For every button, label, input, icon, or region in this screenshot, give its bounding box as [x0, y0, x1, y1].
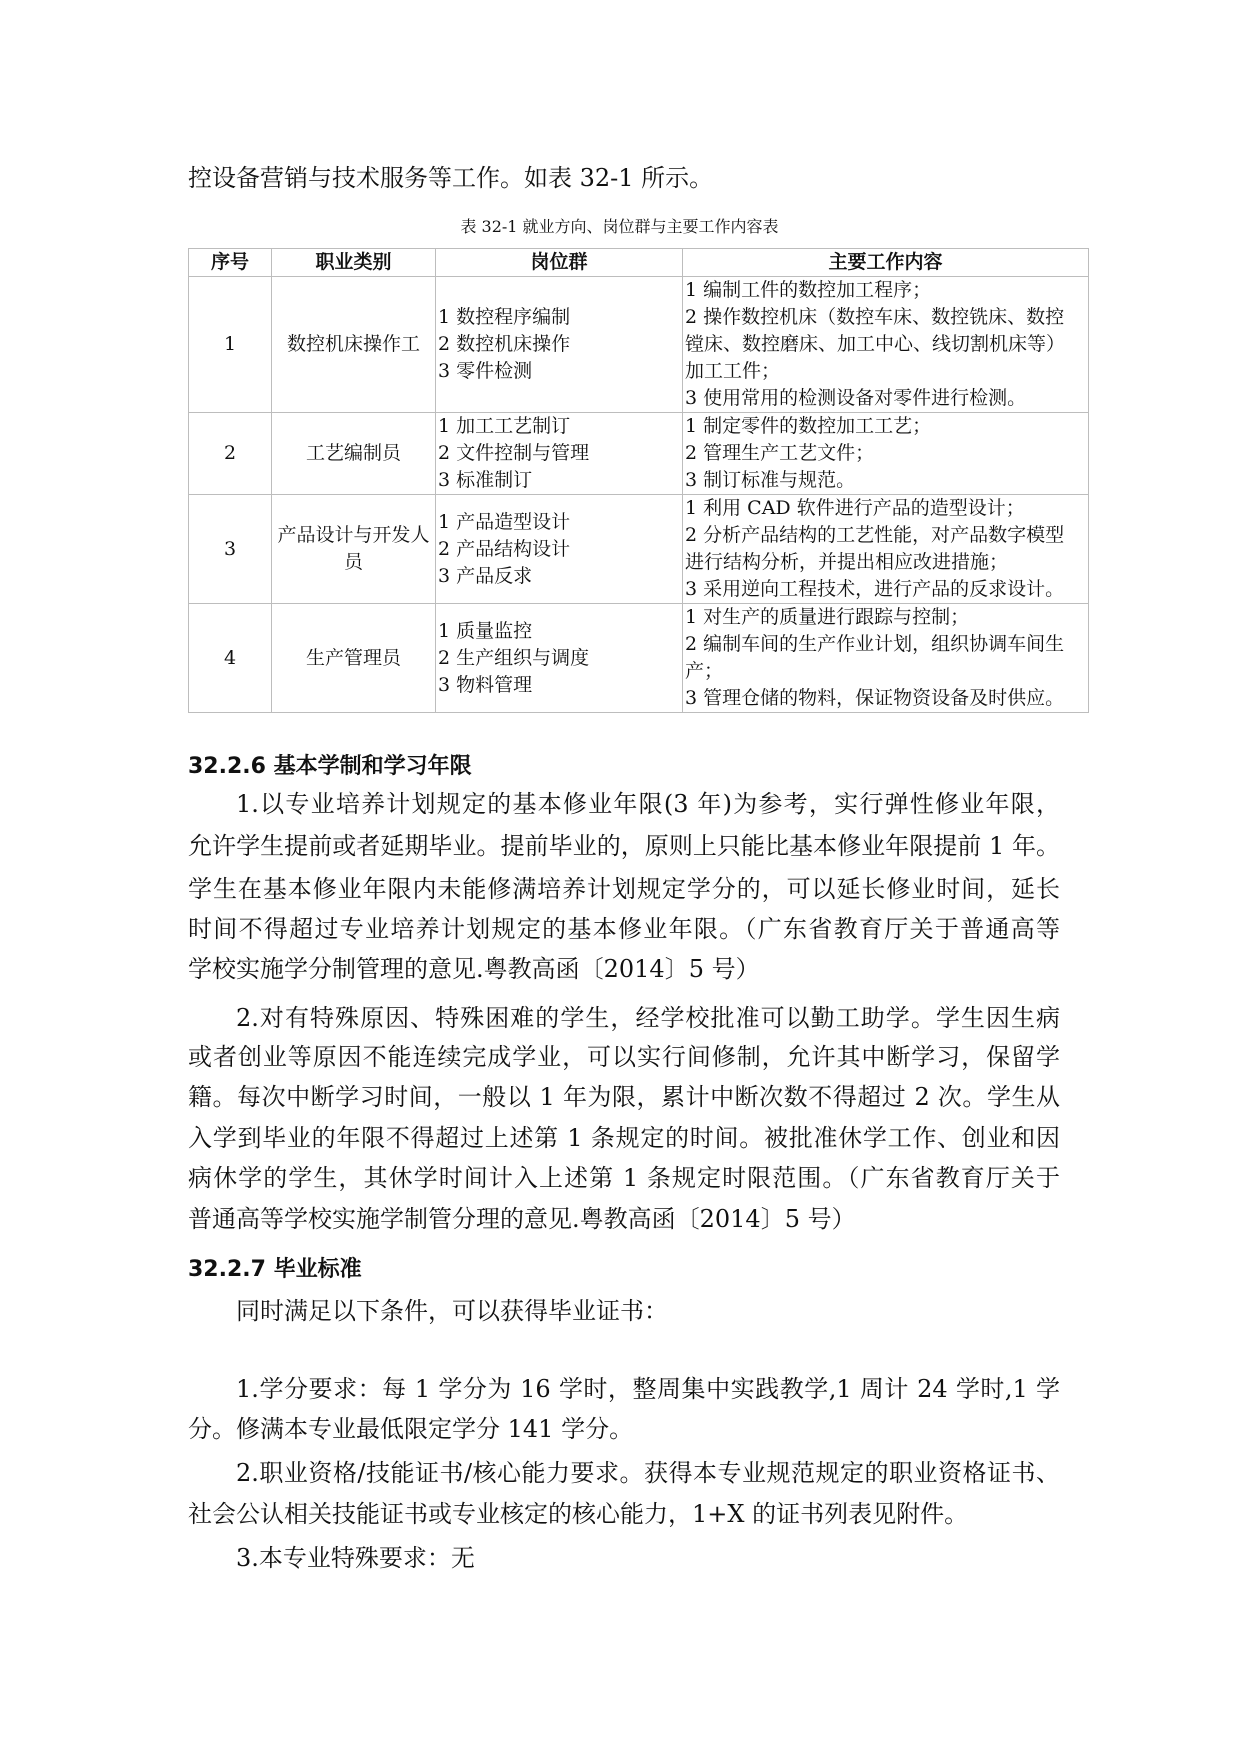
cell-content — [683, 277, 1089, 413]
cell-category: 工艺编制员 — [272, 413, 436, 495]
table-header-row — [189, 249, 1089, 277]
cell-content-line: 产； — [685, 660, 724, 682]
cell-positions-line: 3 物料管理 — [438, 673, 533, 696]
cell-content — [683, 495, 1089, 604]
cell-content — [683, 413, 1089, 495]
header-positions: 岗位群 — [436, 249, 683, 277]
cell-content-line: 3 使用常用的检测设备对零件进行检测。 — [685, 387, 1027, 409]
cell-content-line: 2 编制车间的生产作业计划，组织协调车间生 — [685, 633, 1065, 655]
paragraph-line: 3.本专业特殊要求：无 — [236, 1544, 475, 1572]
cell-positions-line: 2 数控机床操作 — [438, 333, 571, 355]
cell-category: 数控机床操作工 — [272, 277, 436, 413]
cell-no: 4 — [189, 604, 272, 713]
paragraph-line: 病休学的学生，其休学时间计入上述第 1 条规定时限范围。（广东省教育厅关于 — [188, 1164, 1060, 1192]
cell-content-line: 进行结构分析，并提出相应改进措施； — [685, 551, 1009, 573]
table-row — [189, 495, 1089, 604]
paragraph-line: 2.对有特殊原因、特殊困难的学生，经学校批准可以勤工助学。学生因生病 — [236, 1004, 1060, 1032]
cell-positions — [436, 413, 683, 495]
intro-line: 控设备营销与技术服务等工作。如表 32-1 所示。 — [188, 164, 714, 192]
table-caption: 表 32-1 就业方向、岗位群与主要工作内容表 — [460, 217, 779, 236]
header-content: 主要工作内容 — [683, 249, 1089, 277]
cell-positions-line: 1 加工工艺制订 — [438, 415, 571, 437]
cell-positions-line: 3 零件检测 — [438, 360, 533, 382]
paragraph-line: 允许学生提前或者延期毕业。提前毕业的，原则上只能比基本修业年限提前 1 年。 — [188, 832, 1060, 860]
cell-content — [683, 604, 1089, 713]
cell-positions-line: 2 产品结构设计 — [438, 537, 571, 560]
employment-table — [188, 248, 1089, 713]
cell-content-line: 1 对生产的质量进行跟踪与控制； — [685, 606, 970, 628]
table-row — [189, 277, 1089, 413]
cell-content-line: 2 管理生产工艺文件； — [685, 442, 875, 464]
section-327-heading: 32.2.7 毕业标准 — [188, 1257, 362, 1282]
cell-no: 2 — [189, 413, 272, 495]
paragraph-line: 时间不得超过专业培养计划规定的基本修业年限。（广东省教育厅关于普通高等 — [188, 915, 1060, 943]
paragraph-line: 籍。每次中断学习时间，一般以 1 年为限，累计中断次数不得超过 2 次。学生从 — [188, 1083, 1060, 1111]
paragraph-line: 同时满足以下条件，可以获得毕业证书： — [236, 1297, 668, 1325]
header-category: 职业类别 — [272, 249, 436, 277]
paragraph-line: 社会公认相关技能证书或专业核定的核心能力，1+X 的证书列表见附件。 — [188, 1500, 969, 1528]
table-row — [189, 604, 1089, 713]
cell-no: 1 — [189, 277, 272, 413]
paragraph-line: 1.学分要求：每 1 学分为 16 学时，整周集中实践教学,1 周计 24 学时,1 学 — [236, 1375, 1060, 1403]
cell-positions-line: 3 产品反求 — [438, 564, 533, 587]
cell-positions — [436, 277, 683, 413]
cell-content-line: 加工工件； — [685, 360, 781, 382]
paragraph-line: 1.以专业培养计划规定的基本修业年限(3 年)为参考，实行弹性修业年限， — [236, 790, 1060, 818]
section-326-heading: 32.2.6 基本学制和学习年限 — [188, 754, 472, 779]
cell-category: 产品设计与开发人员 — [272, 495, 436, 604]
cell-positions-line: 2 生产组织与调度 — [438, 646, 590, 669]
cell-positions-line: 1 产品造型设计 — [438, 510, 571, 533]
cell-content-line: 镗床、数控磨床、加工中心、线切割机床等） — [685, 333, 1066, 355]
paragraph-line: 2.职业资格/技能证书/核心能力要求。获得本专业规范规定的职业资格证书、 — [236, 1459, 1060, 1487]
cell-positions — [436, 604, 683, 713]
paragraph-line: 学校实施学分制管理的意见.粤教高函〔2014〕5 号） — [188, 955, 760, 983]
paragraph-line: 普通高等学校实施学制管分理的意见.粤教高函〔2014〕5 号） — [188, 1205, 856, 1233]
cell-positions-line: 1 数控程序编制 — [438, 306, 571, 328]
cell-content-line: 3 采用逆向工程技术，进行产品的反求设计。 — [685, 578, 1065, 600]
cell-positions — [436, 495, 683, 604]
paragraph-line: 入学到毕业的年限不得超过上述第 1 条规定的时间。被批准休学工作、创业和因 — [188, 1124, 1060, 1152]
cell-content-line: 1 利用 CAD 软件进行产品的造型设计； — [685, 497, 1025, 519]
cell-no: 3 — [189, 495, 272, 604]
cell-positions-line: 2 文件控制与管理 — [438, 442, 590, 464]
cell-content-line: 1 制定零件的数控加工工艺； — [685, 415, 932, 437]
cell-content-line: 3 制订标准与规范。 — [685, 469, 856, 491]
table-row — [189, 413, 1089, 495]
cell-positions-line: 1 质量监控 — [438, 619, 533, 642]
cell-content-line: 3 管理仓储的物料，保证物资设备及时供应。 — [685, 687, 1065, 709]
cell-positions-line: 3 标准制订 — [438, 469, 533, 491]
cell-category: 生产管理员 — [272, 604, 436, 713]
header-no: 序号 — [189, 249, 272, 277]
paragraph-line: 学生在基本修业年限内未能修满培养计划规定学分的，可以延长修业时间，延长 — [188, 875, 1060, 903]
paragraph-line: 或者创业等原因不能连续完成学业，可以实行间修制，允许其中断学习，保留学 — [188, 1043, 1060, 1071]
cell-content-line: 1 编制工件的数控加工程序； — [685, 279, 932, 301]
cell-content-line: 2 分析产品结构的工艺性能，对产品数字模型 — [685, 524, 1065, 546]
paragraph-line: 分。修满本专业最低限定学分 141 学分。 — [188, 1415, 634, 1443]
cell-content-line: 2 操作数控机床（数控车床、数控铣床、数控 — [685, 306, 1065, 328]
